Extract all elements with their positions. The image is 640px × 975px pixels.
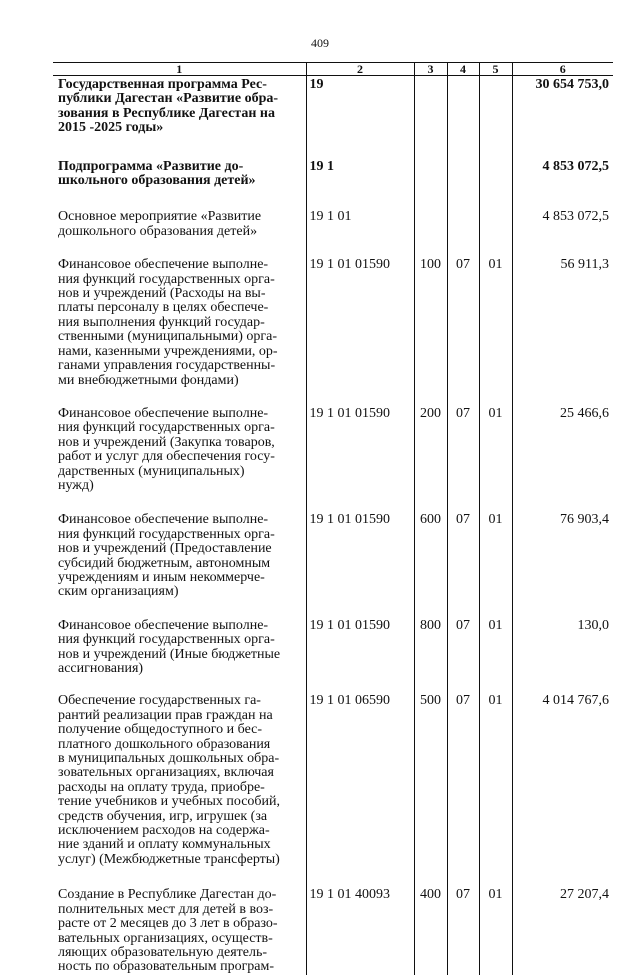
budget-table (53, 62, 613, 975)
row-section: 07 (447, 619, 479, 695)
column-header: 5 (479, 63, 512, 76)
row-name (53, 407, 306, 513)
row-name-line: дошкольного образования детей» (58, 223, 258, 239)
row-name-line: зования в Республике Дагестан на (58, 105, 275, 121)
row-name (53, 76, 306, 160)
row-name-line: нами, казенными учреждениями, ор- (58, 343, 278, 359)
row-amount: 76 903,4 (512, 513, 613, 618)
row-name-line: нов и учреждений (Предоставление (58, 541, 272, 557)
row-name-line: зовательных организациях, включая (58, 765, 274, 781)
row-name-line: ния функций государственных орга- (58, 420, 275, 436)
row-amount: 130,0 (512, 619, 613, 695)
row-name-line: субсидий бюджетным, автономным (58, 555, 271, 571)
row-name-line: нов и учреждений (Иные бюджетные (58, 646, 281, 662)
row-name-line: ганами управления государственны- (58, 358, 276, 374)
row-section (447, 160, 479, 211)
row-name-line: Финансовое обеспечение выполне- (58, 257, 269, 273)
row-name-line: ния функций государственных орга- (58, 271, 275, 287)
row-section (447, 210, 479, 258)
row-name-line: Создание в Республике Дагестан до- (58, 887, 277, 903)
row-name-line: ние зданий и оплату коммунальных (58, 837, 271, 853)
row-name-line: Финансовое обеспечение выполне- (58, 405, 269, 421)
row-name-line: полнительных мест для детей в воз- (58, 901, 274, 917)
row-expense-type (414, 76, 447, 160)
row-name-line: ским организациям) (58, 584, 179, 600)
row-code: 19 1 01 01590 (306, 258, 414, 407)
row-subsection (479, 76, 512, 160)
row-name-line: ственными (муниципальными) орга- (58, 329, 278, 345)
column-header: 4 (447, 63, 479, 76)
column-header: 2 (306, 63, 414, 76)
row-subsection: 01 (479, 258, 512, 407)
row-name-line: ния выполнения функций государ- (58, 314, 265, 330)
row-name-line: ность по образовательным програм- (58, 959, 275, 975)
row-code: 19 1 01 (306, 210, 414, 258)
row-name-line: Обеспечение государственных га- (58, 693, 261, 709)
table-row (53, 407, 613, 513)
row-name (53, 513, 306, 618)
row-subsection: 01 (479, 619, 512, 695)
row-name-line: Финансовое обеспечение выполне- (58, 512, 269, 528)
row-code: 19 1 01 40093 (306, 888, 414, 974)
row-amount: 4 014 767,6 (512, 694, 613, 888)
row-code: 19 1 (306, 160, 414, 211)
row-name-line: ния функций государственных орга- (58, 632, 275, 648)
row-name-line: тение учебников и учебных пособий, (58, 794, 281, 810)
row-subsection: 01 (479, 694, 512, 888)
row-code: 19 1 01 01590 (306, 513, 414, 618)
row-name-line: получение общедоступного и бес- (58, 722, 263, 738)
row-section: 07 (447, 513, 479, 618)
row-amount: 25 466,6 (512, 407, 613, 513)
row-amount: 4 853 072,5 (512, 160, 613, 211)
row-expense-type: 800 (414, 619, 447, 695)
column-header: 1 (53, 63, 306, 76)
row-name-line: ляющих образовательную деятель- (58, 944, 268, 960)
row-name-line: школьного образования детей» (58, 173, 256, 189)
row-amount: 30 654 753,0 (512, 76, 613, 160)
column-header: 6 (512, 63, 613, 76)
table-row (53, 76, 613, 160)
table-row (53, 619, 613, 695)
row-code: 19 (306, 76, 414, 160)
table-row (53, 513, 613, 618)
row-name-line: нужд) (58, 477, 94, 493)
row-name-line: Государственная программа Рес- (58, 77, 267, 92)
row-name-line: ассигнования) (58, 661, 144, 676)
row-name-line: нов и учреждений (Закупка товаров, (58, 434, 275, 450)
row-name-line: публики Дагестан «Развитие обра- (58, 91, 279, 107)
row-name-line: ния функций государственных орга- (58, 526, 275, 542)
row-name-line: платы персоналу в целях обеспече- (58, 300, 269, 316)
row-name-line: Финансовое обеспечение выполне- (58, 617, 269, 633)
row-subsection (479, 160, 512, 211)
row-section (447, 76, 479, 160)
row-name-line: платного дошкольного образования (58, 736, 271, 752)
row-name-line: вательных организациях, осуществ- (58, 930, 273, 946)
row-section: 07 (447, 694, 479, 888)
row-name-line: в муниципальных дошкольных обра- (58, 751, 280, 767)
row-name (53, 619, 306, 695)
row-name (53, 694, 306, 888)
header-row (53, 63, 613, 76)
row-name-line: нов и учреждений (Расходы на вы- (58, 286, 266, 302)
row-name-line: средств обучения, игр, игрушек (за (58, 808, 268, 824)
row-amount: 27 207,4 (512, 888, 613, 974)
row-subsection (479, 210, 512, 258)
row-expense-type: 500 (414, 694, 447, 888)
table-row (53, 160, 613, 211)
row-name (53, 888, 306, 974)
row-subsection: 01 (479, 888, 512, 974)
column-header: 3 (414, 63, 447, 76)
row-name-line: работ и услуг для обеспечения госу- (58, 449, 275, 465)
row-name-line: исключением расходов на содержа- (58, 823, 270, 839)
page-number: 409 (311, 36, 329, 50)
row-code: 19 1 01 06590 (306, 694, 414, 888)
row-section: 07 (447, 888, 479, 974)
row-code: 19 1 01 01590 (306, 619, 414, 695)
row-expense-type: 200 (414, 407, 447, 513)
row-name-line: ми внебюджетными фондами) (58, 372, 239, 388)
table-row (53, 210, 613, 258)
row-name-line: услуг) (Межбюджетные трансферты) (58, 851, 280, 867)
row-name (53, 258, 306, 407)
table-row (53, 258, 613, 407)
row-name-line: расходы на оплату труда, приобре- (58, 779, 265, 795)
row-name-line: 2015 -2025 годы» (58, 120, 164, 136)
row-name-line: дарственных (муниципальных) (58, 463, 245, 479)
row-name-line: учреждениям и иным некоммерче- (58, 569, 265, 585)
row-expense-type (414, 210, 447, 258)
row-section: 07 (447, 258, 479, 407)
row-name-line: Основное мероприятие «Развитие (58, 209, 262, 225)
row-expense-type: 600 (414, 513, 447, 618)
row-subsection: 01 (479, 513, 512, 618)
row-name-line: расте от 2 месяцев до 3 лет в образо- (58, 916, 278, 932)
row-expense-type (414, 160, 447, 211)
row-expense-type: 400 (414, 888, 447, 974)
table-row (53, 694, 613, 888)
row-name-line: Подпрограмма «Развитие до- (58, 158, 244, 174)
row-section: 07 (447, 407, 479, 513)
row-subsection: 01 (479, 407, 512, 513)
row-code: 19 1 01 01590 (306, 407, 414, 513)
row-amount: 56 911,3 (512, 258, 613, 407)
row-expense-type: 100 (414, 258, 447, 407)
table-row (53, 888, 613, 974)
row-name-line: рантий реализации прав граждан на (58, 707, 273, 723)
row-amount: 4 853 072,5 (512, 210, 613, 258)
row-name (53, 210, 306, 258)
row-name (53, 160, 306, 211)
